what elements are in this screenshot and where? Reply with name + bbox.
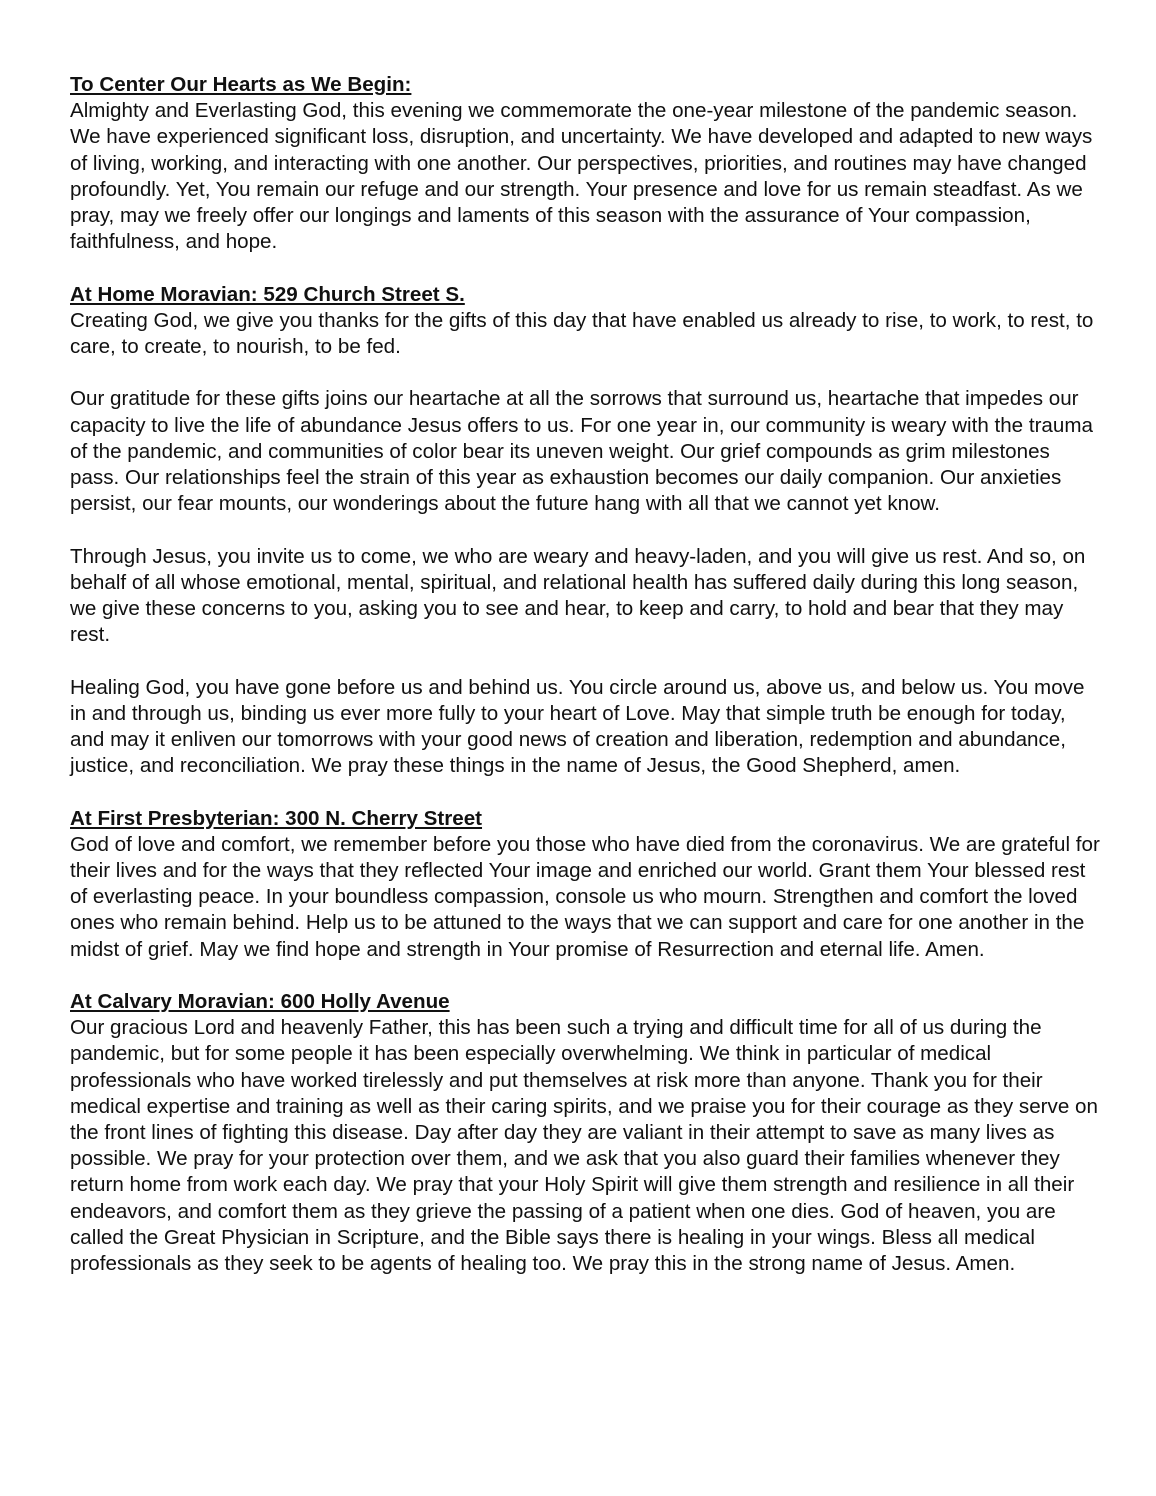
- section-heading: To Center Our Hearts as We Begin:: [70, 73, 412, 96]
- section-calvary-moravian: [70, 989, 1100, 1277]
- prayer-paragraph: Healing God, you have gone before us and behind us. You circle around us, above us, and below us. You move in and through us, binding us ever more fully to your heart of Love. May that simple truth be enough for today, and may it enliven our tomorrows with your good news of creation and liberation, redemption and abundance, justice, and reconciliation. We pray these things in the name of Jesus, the Good Shepherd, amen.: [70, 675, 1085, 778]
- section-heading: At First Presbyterian: 300 N. Cherry Street: [70, 806, 483, 830]
- section-center-our-hearts: [70, 72, 1100, 255]
- document-page: [70, 72, 1100, 1303]
- prayer-paragraph: God of love and comfort, we remember before you those who have died from the coronavirus. We are grateful for their lives and for the ways that they reflected Your image and enriched our world. Grant them Your blessed rest of everlasting peace. In your boundless compassion, console us who mourn. Strengthen and comfort the loved ones who remain behind. Help us to be attuned to the ways that we can support and care for one another in the midst of grief. May we find hope and strength in Your promise of Resurrection and eternal life. Amen.: [70, 832, 1100, 961]
- section-first-presbyterian: [70, 806, 1100, 963]
- prayer-paragraph: Almighty and Everlasting God, this evening we commemorate the one-year milestone of the pandemic season. We have experienced significant loss, disruption, and uncertainty. We have developed and adapted to new ways of living, working, and interacting with one another. Our perspectives, priorities, and routines may have changed profoundly. Yet, You remain our refuge and our strength. Your presence and love for us remain steadfast. As we pray, may we freely offer our longings and laments of this season with the assurance of Your compassion, faithfulness, and hope.: [70, 99, 1093, 254]
- section-home-moravian: [70, 282, 1100, 780]
- prayer-paragraph: Our gracious Lord and heavenly Father, this has been such a trying and difficult time for all of us during the pandemic, but for some people it has been especially overwhelming. We think in particular of medical professionals who have worked tirelessly and put themselves at risk more than anyone. Thank you for their medical expertise and training as well as their caring spirits, and we praise you for their courage as they serve on the front lines of fighting this disease. Day after day they are valiant in their attempt to save as many lives as possible. We pray for your protection over them, and we ask that you also guard their families whenever they return home from work each day. We pray that your Holy Spirit will give them strength and resilience in all their endeavors, and comfort them as they grieve the passing of a patient when one dies. God of heaven, you are called the Great Physician in Scripture, and the Bible says there is healing in your wings. Bless all medical professionals as they seek to be agents of healing too. We pray this in the strong name of Jesus. Amen.: [70, 1016, 1098, 1276]
- section-heading: At Calvary Moravian: 600 Holly Avenue: [70, 990, 450, 1014]
- prayer-paragraph: Our gratitude for these gifts joins our heartache at all the sorrows that surround us, heartache that impedes our capacity to live the life of abundance Jesus offers to us. For one year in, our community is weary with the trauma of the pandemic, and communities of color bear its uneven weight. Our grief compounds as grim milestones pass. Our relationships feel the strain of this year as exhaustion becomes our daily companion. Our anxieties persist, our fear mounts, our wonderings about the future hang with all that we cannot yet know.: [70, 387, 1093, 516]
- prayer-paragraph: Through Jesus, you invite us to come, we who are weary and heavy-laden, and you will give us rest. And so, on behalf of all whose emotional, mental, spiritual, and relational health has suffered daily during this long season, we give these concerns to you, asking you to see and hear, to keep and carry, to hold and bear that they may rest.: [70, 544, 1086, 647]
- prayer-paragraph: Creating God, we give you thanks for the gifts of this day that have enabled us already to rise, to work, to rest, to care, to create, to nourish, to be fed.: [70, 308, 1094, 359]
- section-heading: At Home Moravian: 529 Church Street S.: [70, 282, 465, 306]
